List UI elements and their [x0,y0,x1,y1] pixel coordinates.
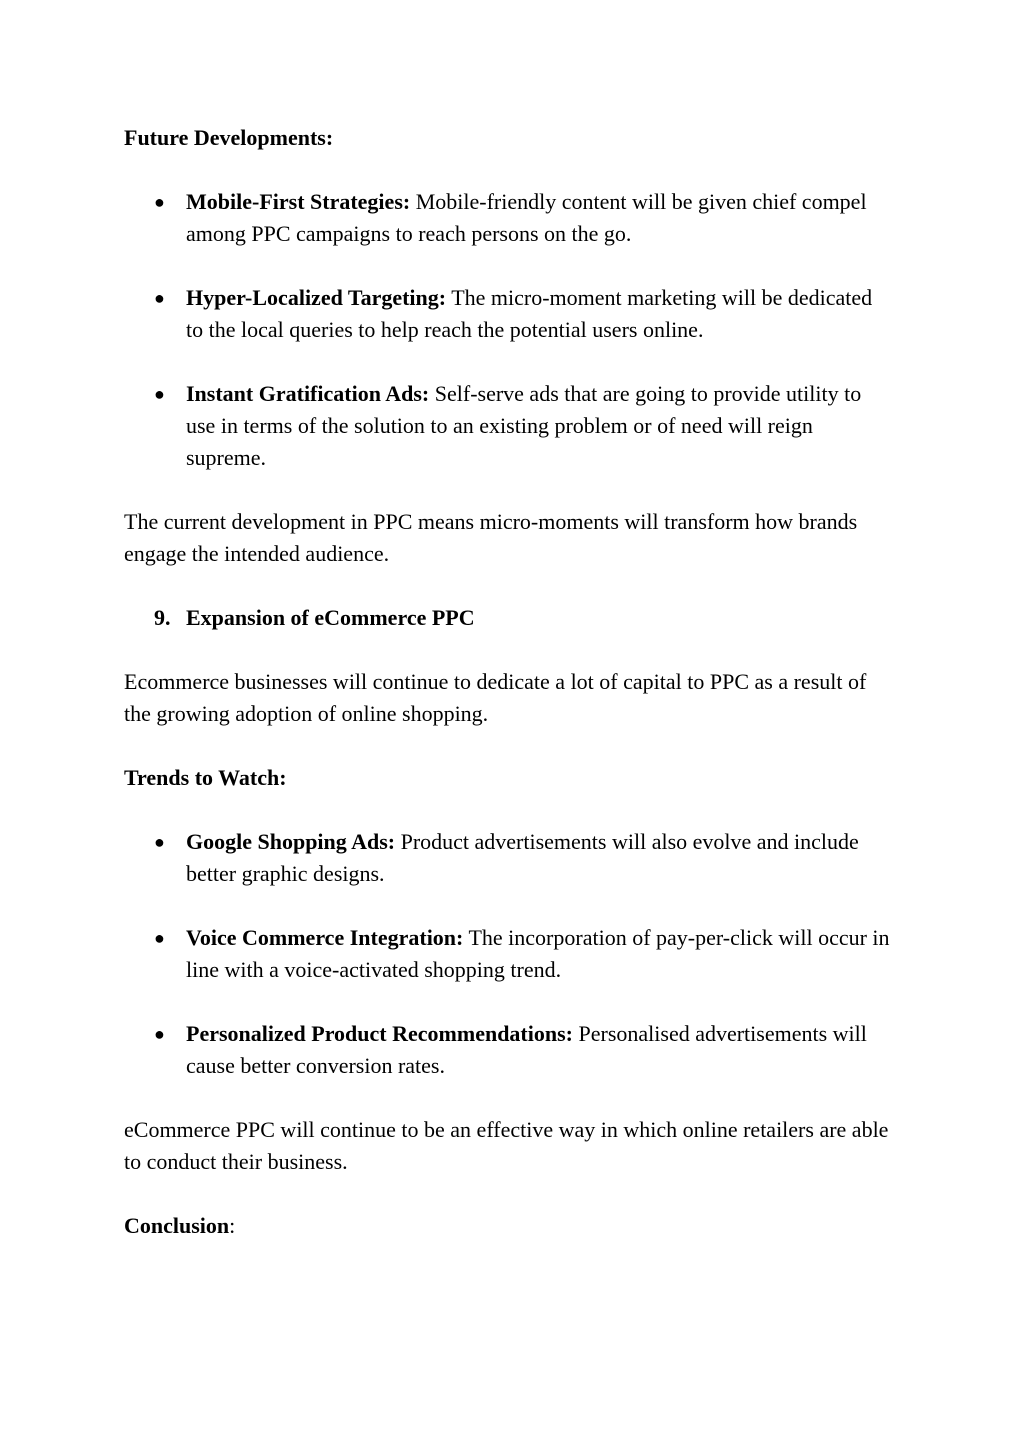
bullet-icon: ● [154,384,165,404]
section-title: Expansion of eCommerce PPC [186,605,475,630]
list-item [124,922,894,986]
section-9-intro-paragraph: Ecommerce businesses will continue to dedicate a lot of capital to PPC as a result of the growing adoption of online shopping. [124,669,867,726]
list-item [124,186,894,250]
item-term: Mobile-First Strategies: [186,189,411,214]
item-term: Hyper-Localized Targeting: [186,285,447,310]
bullet-icon: ● [154,832,165,852]
item-term: Google Shopping Ads: [186,829,396,854]
list-item [124,378,894,474]
trends-heading: Trends to Watch: [124,765,287,790]
list-item [124,1018,894,1082]
list-item [124,826,894,890]
item-text: Product advertisements will also evolve and include better graphic designs. [186,829,859,886]
item-text: The incorporation of pay-per-click will occur in line with a voice-activated shopping trend. [186,925,890,982]
conclusion-heading [124,1210,894,1242]
bullet-icon: ● [154,1024,165,1044]
item-text: Self-serve ads that are going to provide utility to use in terms of the solution to an existing problem or of need will reign supreme. [186,381,862,470]
bullet-icon: ● [154,288,165,308]
item-text: Personalised advertisements will cause better conversion rates. [186,1021,867,1078]
item-text: The micro-moment marketing will be dedicated to the local queries to help reach the potential users online. [186,285,873,342]
conclusion-colon: : [229,1213,236,1238]
item-text: Mobile-friendly content will be given chief compel among PPC campaigns to reach persons on the go. [186,189,867,246]
item-term: Personalized Product Recommendations: [186,1021,573,1046]
section-number: 9. [154,605,171,630]
future-developments-heading: Future Developments: [124,125,334,150]
trends-summary-paragraph: eCommerce PPC will continue to be an effective way in which online retailers are able to conduct their business. [124,1117,889,1174]
item-term: Voice Commerce Integration: [186,925,464,950]
future-summary-paragraph: The current development in PPC means micro-moments will transform how brands engage the intended audience. [124,509,858,566]
future-developments-list [124,186,894,474]
section-9-heading [124,602,894,634]
list-item [124,282,894,346]
trends-list [124,826,894,1082]
document-page [124,122,894,1242]
bullet-icon: ● [154,192,165,212]
item-term: Instant Gratification Ads: [186,381,430,406]
bullet-icon: ● [154,928,165,948]
conclusion-label: Conclusion [124,1213,230,1238]
